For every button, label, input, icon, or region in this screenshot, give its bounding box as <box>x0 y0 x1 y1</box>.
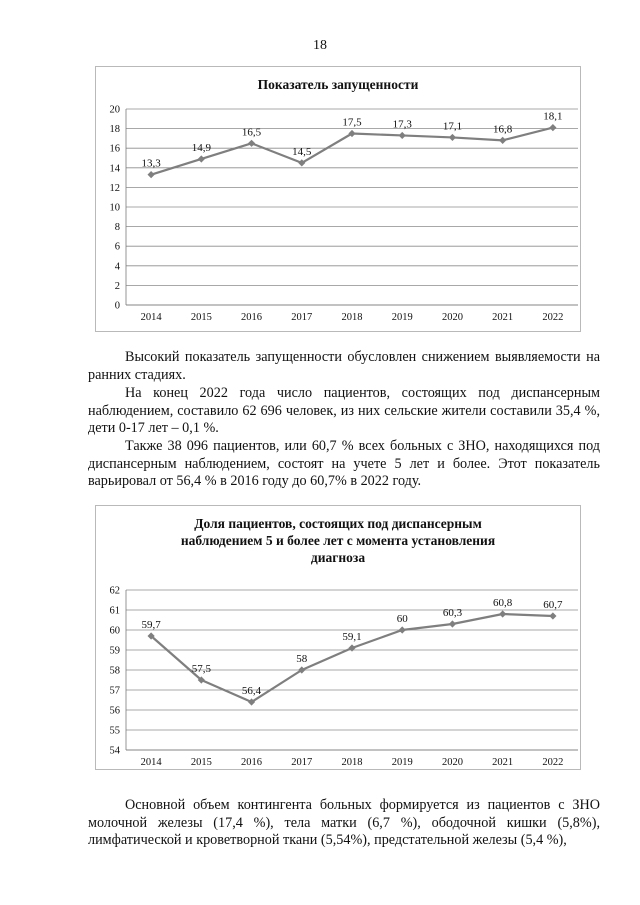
data-label: 56,4 <box>241 685 262 697</box>
data-label: 14,9 <box>191 141 211 154</box>
x-tick-label: 2015 <box>190 757 212 768</box>
data-label: 17,1 <box>442 120 463 133</box>
x-tick-label: 2018 <box>341 757 363 768</box>
data-label: 60,8 <box>493 597 513 609</box>
data-label: 14,5 <box>292 145 312 158</box>
data-label: 17,3 <box>392 118 412 131</box>
data-point <box>499 137 506 144</box>
x-tick-label: 2021 <box>492 312 514 323</box>
data-point <box>499 610 506 617</box>
y-tick-label: 55 <box>109 725 120 737</box>
x-tick-label: 2018 <box>341 312 363 323</box>
y-tick-label: 0 <box>114 300 120 312</box>
x-tick-label: 2022 <box>542 312 564 323</box>
data-label: 60 <box>396 613 408 625</box>
data-point <box>248 140 255 147</box>
x-tick-label: 2014 <box>140 757 162 768</box>
y-tick-label: 57 <box>109 685 120 697</box>
data-label: 18,1 <box>543 110 563 123</box>
y-tick-label: 54 <box>109 745 120 757</box>
y-tick-label: 62 <box>109 585 120 597</box>
chart-title: Показатель запущенности <box>257 77 419 92</box>
data-point <box>549 124 556 131</box>
chart-neglect-rate <box>95 66 581 332</box>
paragraph-1: Высокий показатель запущенности обусловлен снижением выявляемости на ранних стадиях. <box>88 349 600 383</box>
x-tick-label: 2016 <box>241 312 263 323</box>
chart-plot <box>96 506 582 771</box>
y-tick-label: 12 <box>109 182 120 194</box>
y-tick-label: 14 <box>109 163 120 175</box>
data-label: 59,1 <box>342 631 362 643</box>
data-label: 16,5 <box>241 126 262 139</box>
y-tick-label: 18 <box>109 124 120 136</box>
y-tick-label: 61 <box>109 605 120 617</box>
data-label: 13,3 <box>141 157 161 170</box>
y-tick-label: 8 <box>114 222 120 234</box>
x-tick-label: 2019 <box>391 312 413 323</box>
paragraph-3: Также 38 096 пациентов, или 60,7 % всех больных с ЗНО, находящихся под диспансерным наблюдением, состоят на учете 5 лет и более. Этот показатель варьировал от 56,4 % в 2016 году до 60,7% в 2022 году. <box>88 438 600 490</box>
chart-plot <box>96 67 582 333</box>
y-tick-label: 20 <box>109 104 120 116</box>
chart-title: Доля пациентов, состоящих под диспансерным наблюдением 5 и более лет с момента установления диагноза <box>180 516 496 565</box>
x-tick-label: 2019 <box>391 757 413 768</box>
y-tick-label: 4 <box>114 261 120 273</box>
data-label: 58 <box>296 653 308 665</box>
x-tick-label: 2020 <box>441 757 463 768</box>
y-tick-label: 6 <box>114 241 120 253</box>
data-point <box>399 626 406 633</box>
chart-five-year-share <box>95 505 581 770</box>
data-point <box>449 620 456 627</box>
data-point <box>449 134 456 141</box>
paragraph-2: На конец 2022 года число пациентов, состоящих под диспансерным наблюдением, составило 62 696 человек, из них сельские жители составили 35,4 %, дети 0-17 лет – 0,1 %. <box>88 385 600 437</box>
x-tick-label: 2022 <box>542 757 564 768</box>
data-label: 60,7 <box>543 599 563 611</box>
data-label: 59,7 <box>141 619 161 631</box>
x-tick-label: 2014 <box>140 312 162 323</box>
data-point <box>348 644 355 651</box>
y-tick-label: 58 <box>109 665 120 677</box>
x-tick-label: 2017 <box>291 312 313 323</box>
data-point <box>148 171 155 178</box>
data-label: 57,5 <box>191 663 211 675</box>
y-tick-label: 56 <box>109 705 120 717</box>
x-tick-label: 2021 <box>492 757 514 768</box>
data-label: 17,5 <box>342 116 362 129</box>
x-tick-label: 2016 <box>241 757 263 768</box>
y-tick-label: 16 <box>109 143 120 155</box>
x-tick-label: 2017 <box>291 757 313 768</box>
data-point <box>198 155 205 162</box>
y-tick-label: 60 <box>109 625 120 637</box>
paragraph-4: Основной объем контингента больных формируется из пациентов с ЗНО молочной железы (17,4 %), тела матки (6,7 %), ободочной кишки (5,8%), лимфатической и кроветворной ткани (5,54%), предстательной железы (5,4 %), <box>88 797 600 849</box>
data-point <box>549 612 556 619</box>
y-tick-label: 10 <box>109 202 120 214</box>
y-tick-label: 59 <box>109 645 120 657</box>
page-number: 18 <box>313 38 327 53</box>
data-label: 16,8 <box>493 123 513 136</box>
data-point <box>399 132 406 139</box>
series-line <box>151 614 553 702</box>
x-tick-label: 2020 <box>441 312 463 323</box>
x-tick-label: 2015 <box>190 312 212 323</box>
y-tick-label: 2 <box>114 280 120 292</box>
data-label: 60,3 <box>442 607 463 619</box>
